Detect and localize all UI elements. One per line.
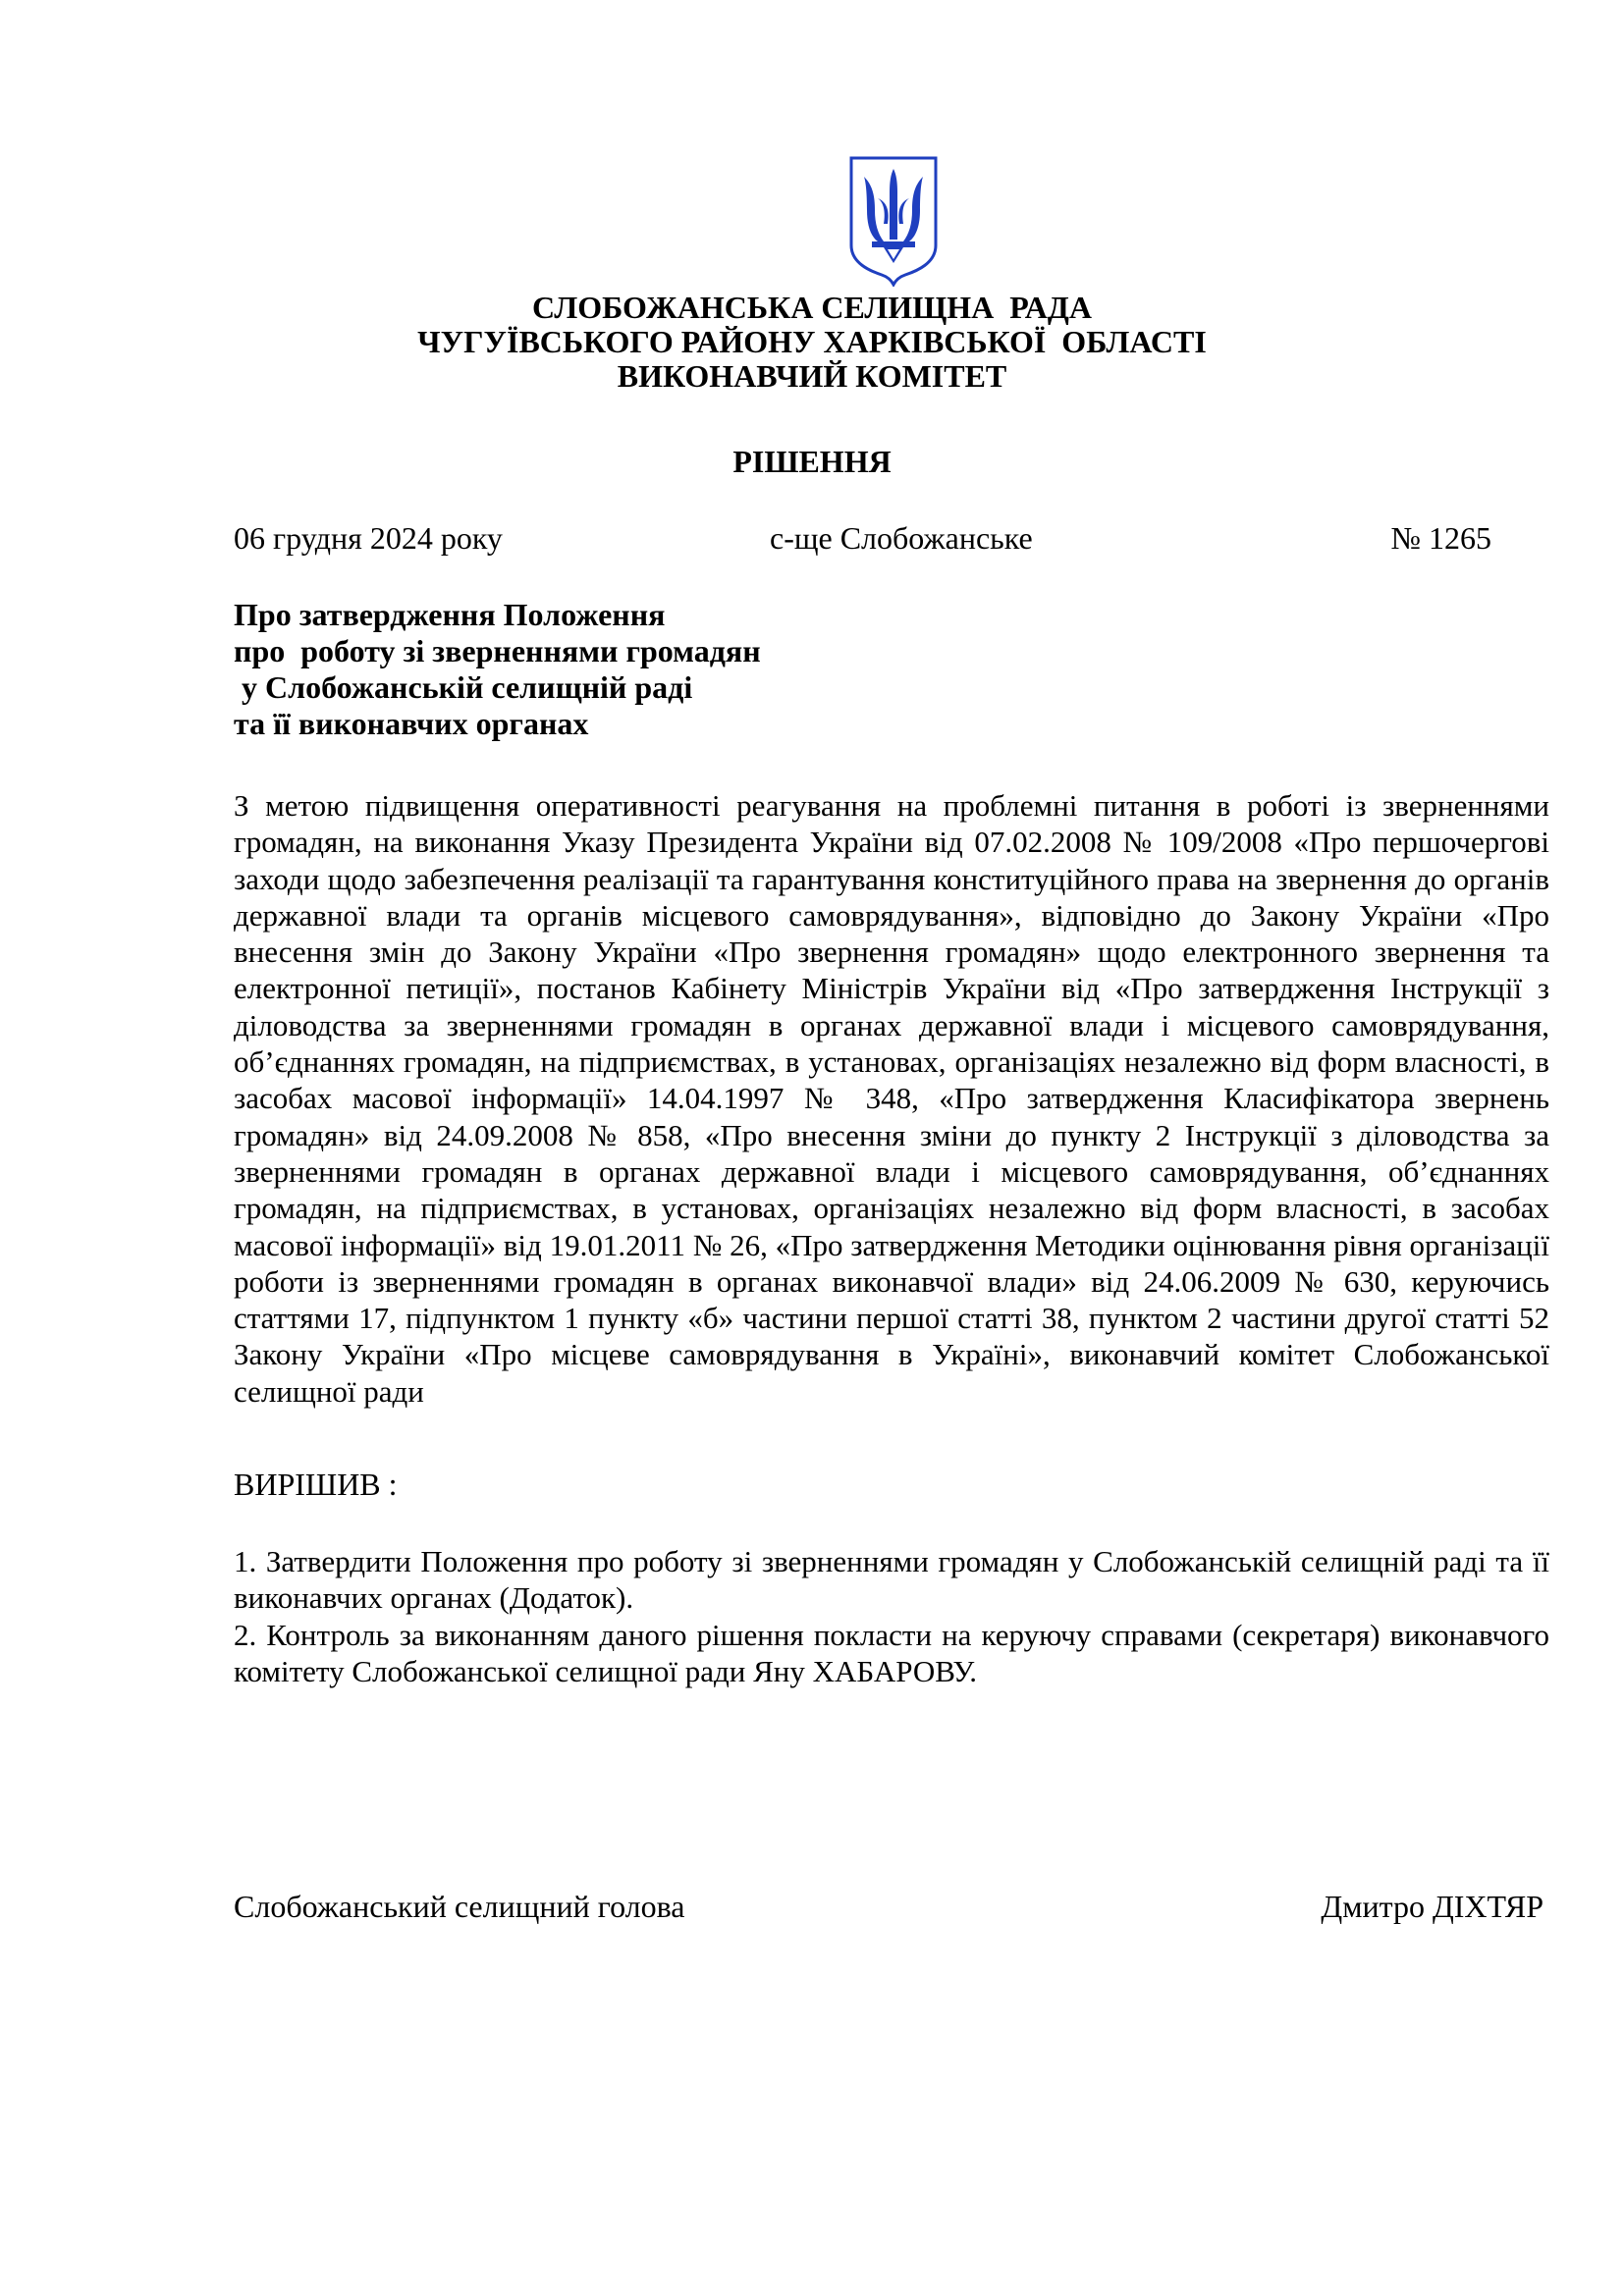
subject-line: та її виконавчих органах (234, 706, 589, 741)
resolution-items (234, 1543, 1549, 1689)
resolution-item: 1. Затвердити Положення про роботу зі зверненнями громадян у Слобожанській селищній раді та її виконавчих органах (Додаток). (234, 1544, 1549, 1616)
document-place: с-ще Слобожанське (770, 520, 1033, 556)
document-title: РІШЕННЯ (732, 444, 892, 479)
document-subject (234, 597, 761, 742)
subject-line: Про затвердження Положення (234, 597, 666, 632)
resolved-heading: ВИРІШИВ : (234, 1467, 398, 1502)
signature-block (234, 1889, 1543, 1924)
subject-line: про роботу зі зверненнями громадян (234, 633, 761, 668)
document-meta (234, 520, 1491, 556)
header-line-council: СЛОБОЖАНСЬКА СЕЛИЩНА РАДА (532, 290, 1092, 325)
subject-line: у Слобожанській селищній раді (234, 669, 693, 705)
header-line-district: ЧУГУЇВСЬКОГО РАЙОНУ ХАРКІВСЬКОЇ ОБЛАСТІ (417, 324, 1207, 359)
header-line-committee: ВИКОНАВЧИЙ КОМІТЕТ (617, 358, 1007, 394)
preamble-paragraph: З метою підвищення оперативності реагування на проблемні питання в роботі із зверненнями громадян, на виконання Указу Президента України від 07.02.2008 № 109/2008 «Про першочергові заходи щодо забезпечення реалізації та гарантування конституційного права на звернення до органів державної влади та органів місцевого самоврядування», відповідно до Закону України «Про внесення змін до Закону України «Про звернення громадян» щодо електронного звернення та електронної петиції», постанов Кабінету Міністрів України від «Про затвердження Інструкції з діловодства за зверненнями громадян в органах державної влади і місцевого самоврядування, об’єднаннях громадян, на підприємствах, в установах, організаціях незалежно від форм власності, в засобах масової інформації» 14.04.1997 № 348, «Про затвердження Класифікатора звернень громадян» від 24.09.2008 № 858, «Про внесення зміни до пункту 2 Інструкції з діловодства за зверненнями громадян в органах державної влади і місцевого самоврядування, об’єднаннях громадян, на підприємствах, в установах, організаціях незалежно від форм власності, в засобах масової інформації» від 19.01.2011 № 26, «Про затвердження Методики оцінювання рівня організації роботи із зверненнями громадян в органах виконавчої влади» від 24.06.2009 № 630, керуючись статтями 17, підпунктом 1 пункту «б» частини першої статті 38, пунктом 2 частини другої статті 52 Закону України «Про місцеве самоврядування в Україні», виконавчий комітет Слобожанської селищної ради (234, 788, 1549, 1409)
signatory-title: Слобожанський селищний голова (234, 1889, 685, 1924)
signatory-name: Дмитро ДІХТЯР (1321, 1889, 1543, 1924)
document-date: 06 грудня 2024 року (234, 520, 503, 556)
trident-coat-of-arms-icon (848, 155, 939, 287)
document-number: № 1265 (1390, 520, 1491, 556)
resolution-item: 2. Контроль за виконанням даного рішення покласти на керуючу справами (секретаря) виконавчого комітету Слобожанської селищної ради Яну ХАБАРОВУ. (234, 1617, 1549, 1688)
organization-header (0, 291, 1624, 394)
